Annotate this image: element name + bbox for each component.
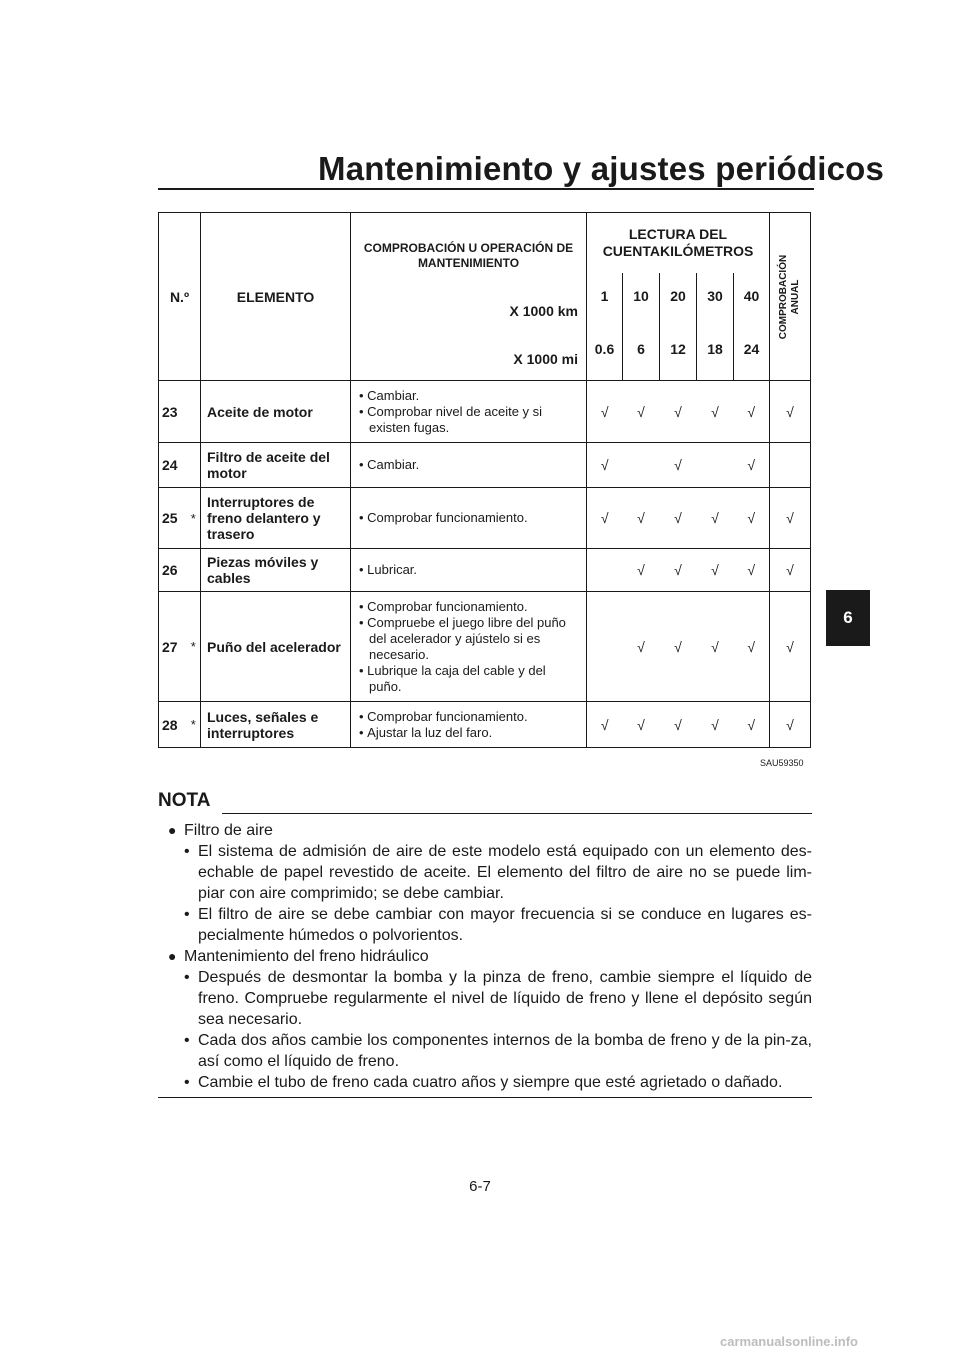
check-mark: √	[734, 592, 770, 702]
nota-group	[158, 946, 812, 967]
check-mark: √	[660, 702, 697, 748]
header-mi-value: 0.6	[587, 319, 623, 381]
row-mark: *	[187, 592, 201, 702]
operation-item: • Comprobar funcionamiento.	[359, 709, 580, 725]
row-mark	[187, 381, 201, 443]
table-row	[159, 381, 811, 443]
check-mark	[587, 549, 623, 592]
check-mark: √	[660, 443, 697, 488]
check-mark: √	[697, 592, 734, 702]
nota-group-label: Mantenimiento del freno hidráulico	[184, 948, 429, 965]
row-number: 26	[159, 549, 187, 592]
nota-item-text: El filtro de aire se debe cambiar con mayor frecuencia si se conduce en lugares es-pecialmente húmedos o polvorientos.	[198, 906, 812, 944]
page-number: 6-7	[469, 1178, 491, 1195]
check-mark: √	[623, 702, 660, 748]
row-operation	[351, 592, 587, 702]
check-mark	[697, 443, 734, 488]
header-km-value: 20	[660, 273, 697, 319]
header-km-label: X 1000 km	[509, 303, 578, 319]
check-mark: √	[770, 488, 811, 549]
header-mi-value: 24	[734, 319, 770, 381]
check-mark: √	[587, 443, 623, 488]
check-mark: √	[734, 549, 770, 592]
table-row	[159, 549, 811, 592]
check-mark: √	[623, 488, 660, 549]
header-km-value: 30	[697, 273, 734, 319]
nota-group	[158, 820, 812, 841]
check-mark: √	[734, 443, 770, 488]
title-rule	[158, 188, 814, 190]
table-row	[159, 702, 811, 748]
row-number: 28	[159, 702, 187, 748]
operation-item: • Comprobar funcionamiento.	[359, 599, 580, 615]
check-mark: √	[734, 488, 770, 549]
header-element: ELEMENTO	[201, 213, 351, 381]
row-element: Filtro de aceite del motor	[201, 443, 351, 488]
row-mark: *	[187, 702, 201, 748]
nota-item	[158, 967, 812, 1030]
header-operation	[351, 213, 587, 381]
operation-item: • Comprobar nivel de aceite y si existen fugas.	[359, 404, 580, 436]
header-km-value: 10	[623, 273, 660, 319]
reference-code: SAU59350	[760, 758, 804, 768]
chapter-tab: 6	[826, 590, 870, 646]
maintenance-table	[158, 212, 811, 748]
table-row	[159, 443, 811, 488]
header-mi-label: X 1000 mi	[513, 351, 578, 367]
operation-item: • Lubrique la caja del cable y del puño.	[359, 663, 580, 695]
header-km-value: 1	[587, 273, 623, 319]
header-mi-value: 18	[697, 319, 734, 381]
row-mark	[187, 549, 201, 592]
row-number: 23	[159, 381, 187, 443]
nota-body	[158, 820, 812, 1093]
nota-rule	[222, 813, 812, 814]
table-row	[159, 488, 811, 549]
header-mi-value: 6	[623, 319, 660, 381]
row-number: 27	[159, 592, 187, 702]
check-mark: √	[734, 381, 770, 443]
row-operation	[351, 381, 587, 443]
check-mark: √	[623, 381, 660, 443]
bullet-icon: •	[184, 843, 190, 860]
nota-item	[158, 904, 812, 946]
check-mark: √	[697, 381, 734, 443]
row-operation	[351, 549, 587, 592]
header-no: N.º	[159, 213, 201, 381]
check-mark: √	[587, 488, 623, 549]
check-mark: √	[623, 549, 660, 592]
check-mark: √	[770, 381, 811, 443]
check-mark: √	[660, 549, 697, 592]
operation-item: • Ajustar la luz del faro.	[359, 725, 580, 741]
header-annual	[770, 213, 811, 381]
row-element: Aceite de motor	[201, 381, 351, 443]
check-mark: √	[770, 702, 811, 748]
nota-item	[158, 841, 812, 904]
header-odometer: LECTURA DEL CUENTAKILÓMETROS	[587, 213, 770, 273]
row-operation	[351, 488, 587, 549]
operation-item: • Cambiar.	[359, 388, 580, 404]
nota-item-text: Cada dos años cambie los componentes internos de la bomba de freno y de la pin-za, así como el líquido de freno.	[198, 1032, 812, 1070]
header-operation-title: COMPROBACIÓN U OPERACIÓN DE MANTENIMIENTO	[363, 241, 574, 270]
bullet-icon: •	[184, 906, 190, 923]
row-number: 24	[159, 443, 187, 488]
row-mark: *	[187, 488, 201, 549]
bullet-icon: •	[184, 1032, 190, 1049]
row-operation	[351, 443, 587, 488]
bullet-dot-icon: ●	[168, 822, 177, 838]
check-mark: √	[734, 702, 770, 748]
check-mark: √	[660, 381, 697, 443]
check-mark: √	[587, 381, 623, 443]
table-row	[159, 592, 811, 702]
operation-item: • Lubricar.	[359, 562, 580, 578]
bullet-icon: •	[184, 969, 190, 986]
row-mark	[187, 443, 201, 488]
check-mark	[770, 443, 811, 488]
operation-item: • Compruebe el juego libre del puño del acelerador y ajústelo si es necesario.	[359, 615, 580, 663]
operation-item: • Cambiar.	[359, 457, 580, 473]
nota-end-rule	[158, 1097, 812, 1098]
header-annual-text: COMPROBACIÓN ANUAL	[778, 254, 801, 339]
nota-item-text: El sistema de admisión de aire de este modelo está equipado con un elemento des-echable de papel revestido de aceite. El elemento del filtro de aire no se puede lim-piar con aire comprimido; se debe cambiar.	[198, 843, 812, 902]
header-km-value: 40	[734, 273, 770, 319]
nota-item-text: Después de desmontar la bomba y la pinza de freno, cambie siempre el líquido de freno. Compruebe regularmente el nivel de líquido de freno y llene el depósito según sea necesario.	[198, 969, 812, 1028]
nota-title: NOTA	[158, 790, 211, 811]
check-mark: √	[697, 549, 734, 592]
check-mark	[623, 443, 660, 488]
nota-item	[158, 1030, 812, 1072]
check-mark: √	[623, 592, 660, 702]
row-element: Puño del acelerador	[201, 592, 351, 702]
row-operation	[351, 702, 587, 748]
row-element: Piezas móviles y cables	[201, 549, 351, 592]
operation-item: • Comprobar funcionamiento.	[359, 510, 580, 526]
nota-item	[158, 1072, 812, 1093]
nota-group-label: Filtro de aire	[184, 822, 273, 839]
check-mark: √	[697, 488, 734, 549]
bullet-dot-icon: ●	[168, 948, 177, 964]
row-number: 25	[159, 488, 187, 549]
bullet-icon: •	[184, 1074, 190, 1091]
row-element: Interruptores de freno delantero y trasero	[201, 488, 351, 549]
check-mark: √	[770, 592, 811, 702]
nota-item-text: Cambie el tubo de freno cada cuatro años y siempre que esté agrietado o dañado.	[198, 1074, 783, 1091]
page-title: Mantenimiento y ajustes periódicos	[318, 150, 885, 187]
check-mark: √	[660, 592, 697, 702]
row-element: Luces, señales e interruptores	[201, 702, 351, 748]
check-mark	[587, 592, 623, 702]
header-mi-value: 12	[660, 319, 697, 381]
watermark: carmanualsonline.info	[720, 1334, 858, 1349]
check-mark: √	[697, 702, 734, 748]
check-mark: √	[660, 488, 697, 549]
check-mark: √	[770, 549, 811, 592]
check-mark: √	[587, 702, 623, 748]
